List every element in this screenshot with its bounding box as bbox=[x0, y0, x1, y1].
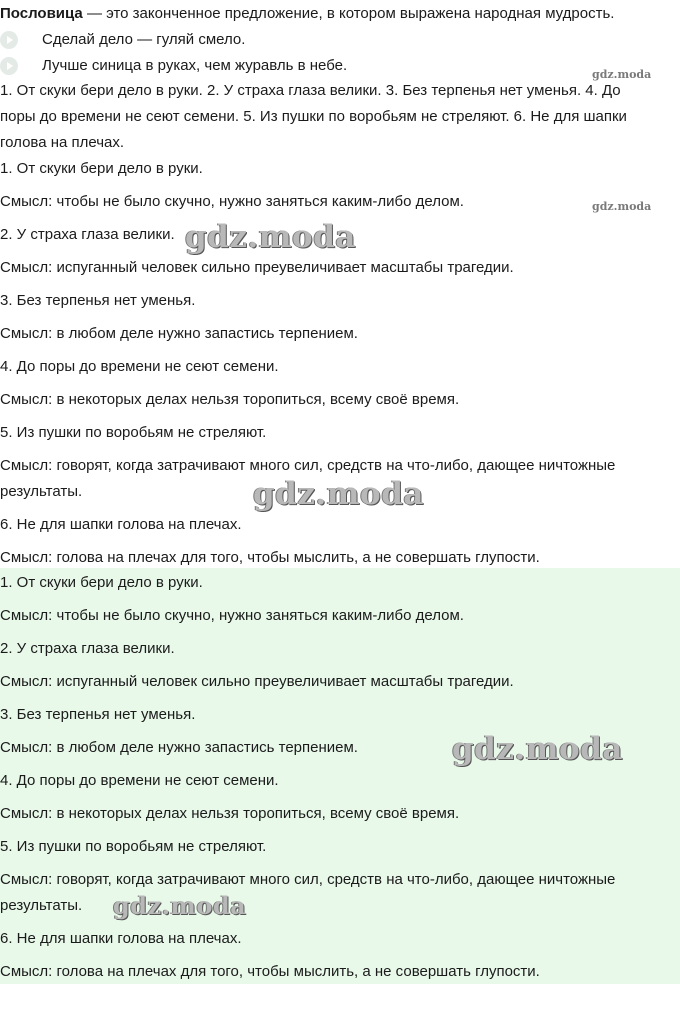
answer-proverb: 1. От скуки бери дело в руки. bbox=[0, 160, 203, 177]
answer-meaning: Смысл: голова на плечах для того, чтобы мыслить, а не совершать глупости. bbox=[0, 549, 540, 566]
answer-proverb: 6. Не для шапки голова на плечах. bbox=[0, 930, 242, 947]
task-line: 1. От скуки бери дело в руки. 2. У страха глаза велики. 3. Без терпенья нет уменья. 4. До bbox=[0, 82, 621, 99]
example-item: Сделай дело — гуляй смело. bbox=[42, 31, 246, 48]
watermark: gdz.moda bbox=[592, 200, 652, 213]
answer-proverb: 2. У страха глаза велики. bbox=[0, 640, 175, 657]
watermark: gdz.moda bbox=[113, 891, 247, 920]
answer-meaning: Смысл: чтобы не было скучно, нужно заняться каким-либо делом. bbox=[0, 607, 464, 624]
answer-meaning: Смысл: в любом деле нужно запастись терпением. bbox=[0, 739, 358, 756]
answer-meaning: Смысл: в любом деле нужно запастись терпением. bbox=[0, 325, 358, 342]
watermark: gdz.moda bbox=[253, 476, 424, 512]
answer-meaning: результаты. bbox=[0, 483, 83, 500]
answer-proverb: 6. Не для шапки голова на плечах. bbox=[0, 516, 242, 533]
play-bullet-icon bbox=[0, 57, 18, 75]
answer-proverb: 5. Из пушки по воробьям не стреляют. bbox=[0, 424, 267, 441]
play-bullet-icon bbox=[0, 31, 18, 49]
answer-proverb: 3. Без терпенья нет уменья. bbox=[0, 292, 196, 309]
answer-proverb: 5. Из пушки по воробьям не стреляют. bbox=[0, 838, 267, 855]
task-line: голова на плечах. bbox=[0, 134, 125, 151]
answer-meaning: Смысл: голова на плечах для того, чтобы мыслить, а не совершать глупости. bbox=[0, 963, 540, 980]
answer-meaning: Смысл: испуганный человек сильно преувеличивает масштабы трагедии. bbox=[0, 259, 514, 276]
definition-term: Пословица bbox=[0, 5, 83, 22]
answer-meaning: Смысл: в некоторых делах нельзя торопиться, всему своё время. bbox=[0, 391, 460, 408]
answer-proverb: 1. От скуки бери дело в руки. bbox=[0, 574, 203, 591]
task-line: поры до времени не сеют семени. 5. Из пушки по воробьям не стреляют. 6. Не для шапки bbox=[0, 108, 627, 125]
answer-proverb: 3. Без терпенья нет уменья. bbox=[0, 706, 196, 723]
watermark: gdz.moda bbox=[592, 68, 652, 81]
watermark: gdz.moda bbox=[452, 731, 623, 767]
definition bbox=[0, 5, 614, 23]
answer-meaning: Смысл: испуганный человек сильно преувеличивает масштабы трагедии. bbox=[0, 673, 514, 690]
answer-proverb: 4. До поры до времени не сеют семени. bbox=[0, 358, 279, 375]
answer-meaning: Смысл: говорят, когда затрачивают много сил, средств на что-либо, дающее ничтожные bbox=[0, 457, 616, 474]
watermark: gdz.moda bbox=[185, 219, 356, 255]
answer-meaning: Смысл: чтобы не было скучно, нужно заняться каким-либо делом. bbox=[0, 193, 464, 210]
definition-text: — это законченное предложение, в котором выражена народная мудрость. bbox=[82, 5, 615, 22]
answer-proverb: 2. У страха глаза велики. bbox=[0, 226, 175, 243]
answer-proverb: 4. До поры до времени не сеют семени. bbox=[0, 772, 279, 789]
example-item: Лучше синица в руках, чем журавль в небе. bbox=[42, 57, 348, 74]
answer-meaning: Смысл: говорят, когда затрачивают много сил, средств на что-либо, дающее ничтожные bbox=[0, 871, 616, 888]
answer-meaning: Смысл: в некоторых делах нельзя торопиться, всему своё время. bbox=[0, 805, 460, 822]
answer-meaning: результаты. bbox=[0, 897, 83, 914]
